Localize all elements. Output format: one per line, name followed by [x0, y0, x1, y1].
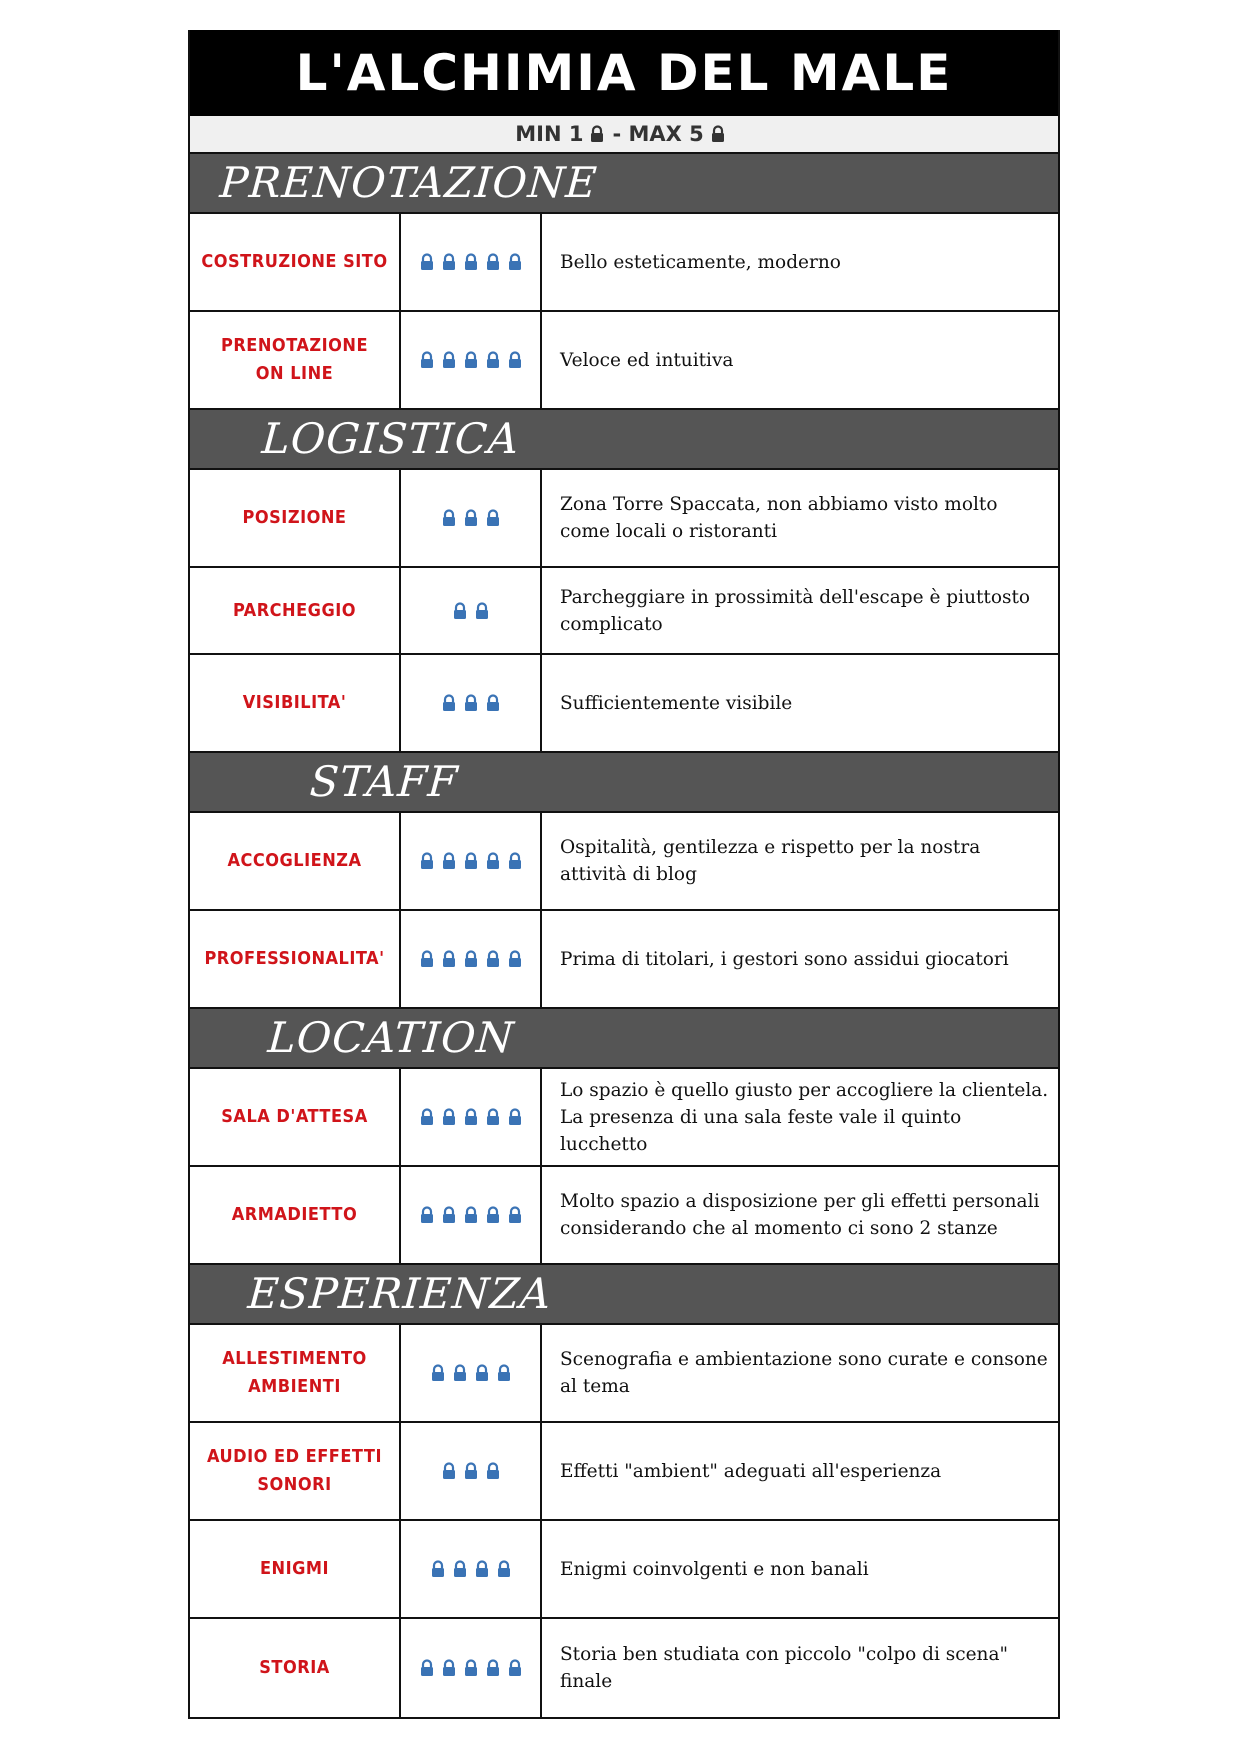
- lock-icon: [418, 351, 436, 369]
- lock-icon: [495, 1364, 513, 1382]
- description-text: Effetti "ambient" adeguati all'esperienza: [560, 1460, 942, 1482]
- category-label: POSIZIONE: [190, 470, 401, 566]
- lock-icon: [462, 1462, 480, 1480]
- lock-icon: [484, 1206, 502, 1224]
- lock-icon: [440, 509, 458, 527]
- lock-icon: [418, 1108, 436, 1126]
- lock-icon: [506, 253, 524, 271]
- description-text: Bello esteticamente, moderno: [560, 251, 841, 273]
- category-label: SALA D'ATTESA: [190, 1069, 401, 1165]
- lock-rating: [401, 214, 542, 310]
- lock-icon: [418, 1659, 436, 1677]
- lock-icon: [506, 1206, 524, 1224]
- scale-max-label: - MAX 5: [612, 122, 704, 146]
- lock-icon: [418, 950, 436, 968]
- category-label: ACCOGLIENZA: [190, 813, 401, 909]
- lock-icon: [462, 694, 480, 712]
- section-title: PRENOTAZIONE: [218, 158, 600, 207]
- lock-icon: [462, 351, 480, 369]
- lock-icon: [473, 1364, 491, 1382]
- description-text: Zona Torre Spaccata, non abbiamo visto molto come locali o ristoranti: [560, 494, 998, 542]
- description-text: Prima di titolari, i gestori sono assidui giocatori: [560, 948, 1009, 970]
- lock-icon: [451, 1364, 469, 1382]
- lock-icon: [506, 1108, 524, 1126]
- lock-icon: [451, 1560, 469, 1578]
- lock-icon: [462, 950, 480, 968]
- table-row: [190, 312, 1058, 410]
- lock-rating: [401, 1069, 542, 1165]
- lock-icon: [506, 1659, 524, 1677]
- lock-icon: [473, 1560, 491, 1578]
- lock-icon: [462, 1206, 480, 1224]
- lock-icon: [506, 351, 524, 369]
- category-label: AUDIO ED EFFETTI SONORI: [190, 1423, 401, 1519]
- table-row: [190, 214, 1058, 312]
- lock-rating: [401, 1423, 542, 1519]
- section-title: ESPERIENZA: [246, 1269, 554, 1318]
- description-text: Enigmi coinvolgenti e non banali: [560, 1558, 869, 1580]
- table-row: [190, 1167, 1058, 1265]
- lock-icon: [440, 351, 458, 369]
- lock-rating: [401, 1521, 542, 1617]
- lock-icon: [429, 1560, 447, 1578]
- lock-rating: [401, 312, 542, 408]
- lock-icon: [484, 1659, 502, 1677]
- lock-icon: [440, 950, 458, 968]
- table-row: [190, 813, 1058, 911]
- lock-icon: [588, 125, 606, 143]
- section-header: [190, 1265, 1058, 1325]
- scale-min-label: MIN 1: [515, 122, 584, 146]
- lock-rating: [401, 470, 542, 566]
- lock-icon: [484, 351, 502, 369]
- lock-rating: [401, 568, 542, 653]
- lock-icon: [484, 509, 502, 527]
- lock-icon: [506, 950, 524, 968]
- lock-icon: [484, 253, 502, 271]
- category-label: PROFESSIONALITA': [190, 911, 401, 1007]
- table-row: [190, 655, 1058, 753]
- lock-rating: [401, 1167, 542, 1263]
- lock-icon: [418, 852, 436, 870]
- category-label: STORIA: [190, 1619, 401, 1717]
- category-label: VISIBILITA': [190, 655, 401, 751]
- description-text: Storia ben studiata con piccolo "colpo di scena" finale: [560, 1644, 1009, 1692]
- lock-icon: [484, 1108, 502, 1126]
- lock-icon: [440, 694, 458, 712]
- section-header: [190, 1009, 1058, 1069]
- table-row: [190, 1619, 1058, 1717]
- lock-icon: [451, 602, 469, 620]
- category-label: ALLESTIMENTO AMBIENTI: [190, 1325, 401, 1421]
- category-label: ARMADIETTO: [190, 1167, 401, 1263]
- lock-rating: [401, 1619, 542, 1717]
- lock-icon: [484, 950, 502, 968]
- lock-icon: [440, 852, 458, 870]
- lock-rating: [401, 911, 542, 1007]
- review-table: [190, 154, 1058, 1717]
- lock-icon: [418, 1206, 436, 1224]
- lock-icon: [495, 1560, 513, 1578]
- description-text: Sufficientemente visibile: [560, 692, 793, 714]
- lock-icon: [440, 1659, 458, 1677]
- description-text: Scenografia e ambientazione sono curate e consone al tema: [560, 1349, 1048, 1397]
- lock-icon: [429, 1364, 447, 1382]
- lock-icon: [462, 1108, 480, 1126]
- table-row: [190, 470, 1058, 568]
- category-label: PARCHEGGIO: [190, 568, 401, 653]
- table-row: [190, 1521, 1058, 1619]
- lock-icon: [418, 253, 436, 271]
- lock-icon: [462, 509, 480, 527]
- table-row: [190, 568, 1058, 655]
- lock-icon: [709, 125, 727, 143]
- lock-rating: [401, 655, 542, 751]
- description-text: Veloce ed intuitiva: [560, 349, 734, 371]
- review-sheet: [188, 30, 1060, 1719]
- section-title: STAFF: [308, 757, 460, 806]
- table-row: [190, 1069, 1058, 1167]
- lock-icon: [506, 852, 524, 870]
- lock-icon: [462, 1659, 480, 1677]
- lock-icon: [440, 253, 458, 271]
- category-label: ENIGMI: [190, 1521, 401, 1617]
- lock-icon: [440, 1206, 458, 1224]
- description-text: Molto spazio a disposizione per gli effetti personali considerando che al momento ci sono 2 stanze: [560, 1191, 1040, 1239]
- lock-icon: [440, 1462, 458, 1480]
- lock-rating: [401, 1325, 542, 1421]
- category-label: PRENOTAZIONE ON LINE: [190, 312, 401, 408]
- section-header: [190, 154, 1058, 214]
- lock-icon: [484, 1462, 502, 1480]
- page-title: L'ALCHIMIA DEL MALE: [190, 30, 1058, 116]
- description-text: Ospitalità, gentilezza e rispetto per la nostra attività di blog: [560, 837, 981, 885]
- table-row: [190, 1325, 1058, 1423]
- lock-icon: [473, 602, 491, 620]
- section-title: LOCATION: [266, 1013, 516, 1062]
- section-header: [190, 410, 1058, 470]
- lock-icon: [484, 852, 502, 870]
- table-row: [190, 1423, 1058, 1521]
- lock-icon: [462, 253, 480, 271]
- category-label: COSTRUZIONE SITO: [190, 214, 401, 310]
- description-text: Lo spazio è quello giusto per accogliere la clientela. La presenza di una sala feste vale il quinto lucchetto: [560, 1079, 1049, 1155]
- description-text: Parcheggiare in prossimità dell'escape è piuttosto complicato: [560, 586, 1031, 635]
- table-row: [190, 911, 1058, 1009]
- lock-icon: [484, 694, 502, 712]
- lock-rating: [401, 813, 542, 909]
- lock-icon: [462, 852, 480, 870]
- section-header: [190, 753, 1058, 813]
- rating-scale: [190, 116, 1058, 154]
- section-title: LOGISTICA: [260, 414, 522, 463]
- lock-icon: [440, 1108, 458, 1126]
